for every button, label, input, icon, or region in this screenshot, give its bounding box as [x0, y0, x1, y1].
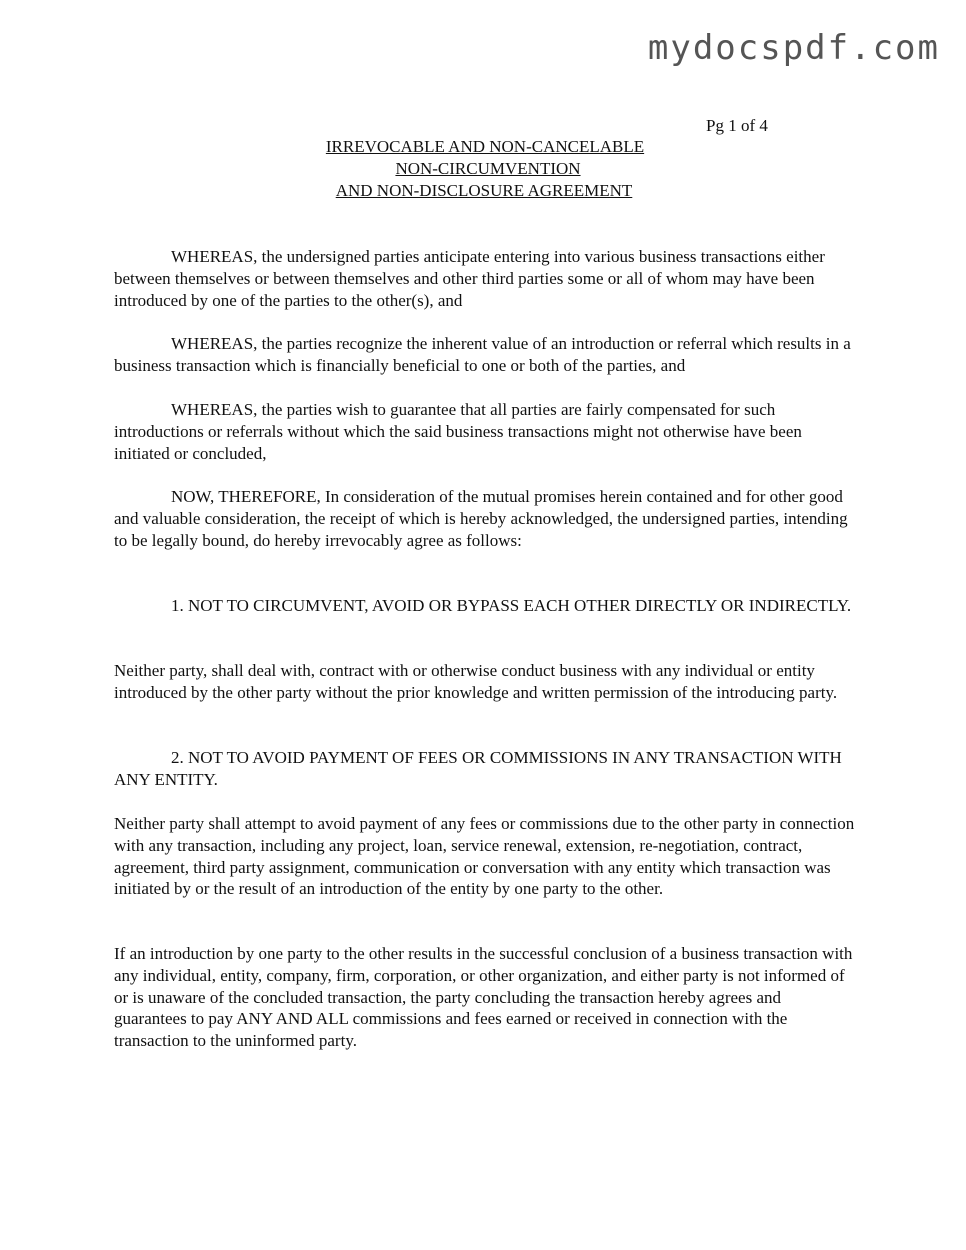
watermark: mydocspdf.com — [647, 28, 940, 68]
agreement-title-line-1: IRREVOCABLE AND NON-CANCELABLE — [325, 137, 645, 156]
section-2-body-2: If an introduction by one party to the other results in the successful conclusion of a business transaction with any individual, entity, company, firm, corporation, or other organization, and either party is not informed of or is unaware of the concluded transaction, the party concluding the transaction hereby agrees and guarantees to pay ANY AND ALL commissions and fees earned or received in connection with the transaction to the uninformed party. — [114, 944, 853, 1051]
section-2-heading: 2. NOT TO AVOID PAYMENT OF FEES OR COMMISSIONS IN ANY TRANSACTION WITH ANY ENTITY. — [114, 748, 842, 789]
recital-whereas-2: WHEREAS, the parties recognize the inherent value of an introduction or referral which results in a business transaction which is financially beneficial to one or both of the parties, and — [114, 334, 851, 375]
section-2-body-1: Neither party shall attempt to avoid payment of any fees or commissions due to the other party in connection with any transaction, including any project, loan, service renewal, extension, re-negotiation, contract, agreement, third party assignment, communication or conversation with any entity which transaction was initiated by or the result of an introduction of the entity by one party to the other. — [114, 814, 855, 899]
recital-now-therefore: NOW, THEREFORE, In consideration of the mutual promises herein contained and for other good and valuable consideration, the receipt of which is hereby acknowledged, the undersigned parties, intending to be legally bound, do hereby irrevocably agree as follows: — [114, 487, 848, 550]
recital-whereas-1: WHEREAS, the undersigned parties anticipate entering into various business transactions either between themselves or between themselves and other third parties some or all of whom may have been introduced by one of the parties to the other(s), and — [114, 247, 825, 310]
agreement-title-line-3: AND NON-DISCLOSURE AGREEMENT — [335, 181, 633, 200]
section-1-heading: 1. NOT TO CIRCUMVENT, AVOID OR BYPASS EACH OTHER DIRECTLY OR INDIRECTLY. — [171, 596, 852, 615]
section-1-body: Neither party, shall deal with, contract with or otherwise conduct business with any individual or entity introduced by the other party without the prior knowledge and written permission of the introducing party. — [114, 661, 838, 702]
page-indicator: Pg 1 of 4 — [706, 116, 768, 135]
recital-whereas-3: WHEREAS, the parties wish to guarantee that all parties are fairly compensated for such introductions or referrals without which the said business transactions might not otherwise have been initiated or concluded, — [114, 400, 802, 463]
agreement-title-line-2: NON-CIRCUMVENTION — [395, 159, 581, 178]
